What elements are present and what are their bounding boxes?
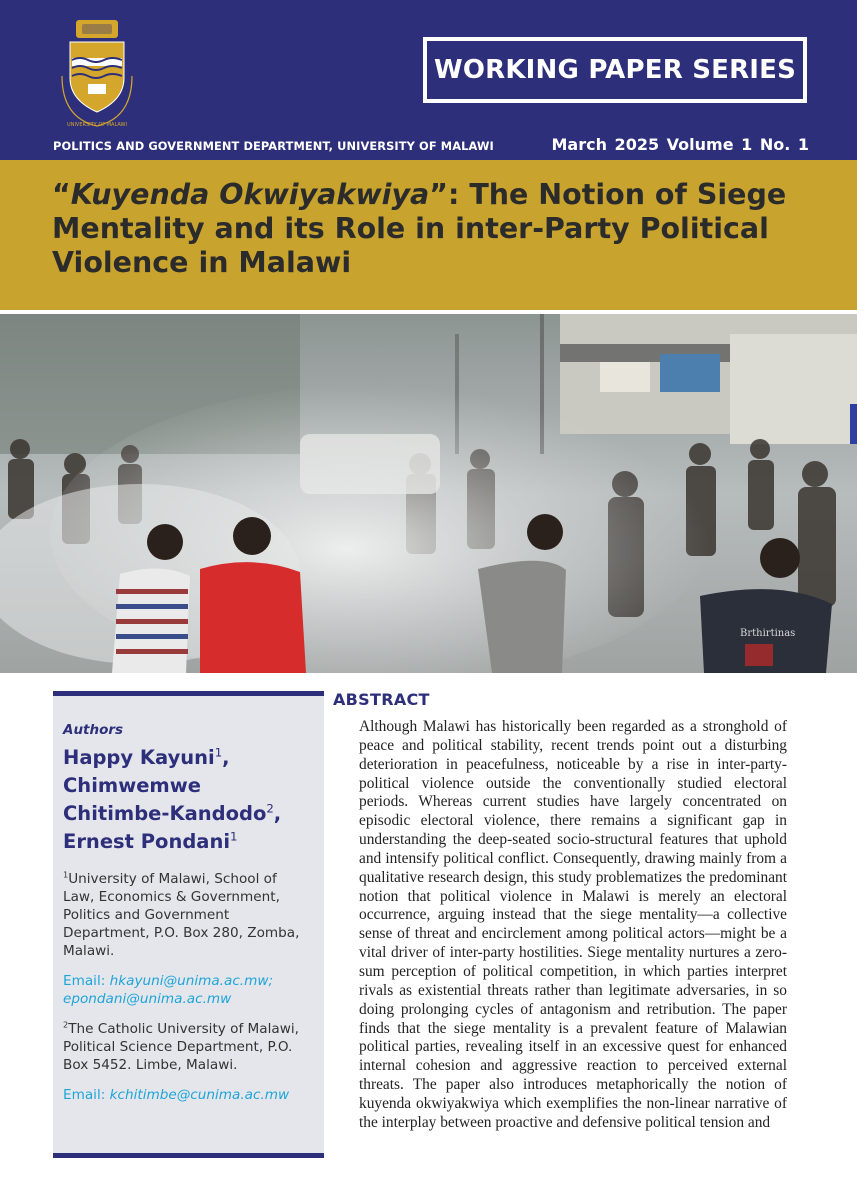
- header-band: [0, 0, 857, 160]
- author-3: Ernest Pondani$^1$: [63, 829, 238, 853]
- university-crest-logo: [56, 18, 138, 130]
- authors-label: Authors: [63, 722, 124, 738]
- author-names: [63, 744, 312, 856]
- email-2-address[interactable]: kchitimbe@cunima.ac.mw: [109, 1087, 290, 1103]
- protest-scene-image: [0, 314, 857, 673]
- abstract-text: Although Malawi has historically been regarded as a stronghold of peace and political stability, recent trends point out a disturbing deterioration in peacefulness, noticeable by a rise in inter-party-political violence outside the conventionally studied electoral periods. Whereas current studies have largely concentrated on episodic electoral violence, there remains a significant gap in understanding the deep-seated socio-structural features that uphold and intensify political conflict. Consequently, drawing mainly from a qualitative research design, this study problematizes the predominant notion that political violence in Malawi is merely an electoral occurrence, arguing instead that the siege mentality—a collective sense of threat and encirclement among political actors—might be a vital driver of inter-party hostilities. Siege mentality nurtures a zero-sum perception of political competition, in which parties interpret rivals as existential threats rather than legitimate adversaries, in so doing prolonging cycles of antagonism and retribution. The paper finds that the siege mentality is a prevalent feature of Malawian political parties, revealing itself in an excessive quest for enhanced internal cohesion and aggressive reaction to perceived external threats. The paper also introduces metaphorically the notion of kuyenda okwiyakwiya which exemplifies the non-linear narrative of the interplay between proactive and defensive political tension and: [359, 718, 787, 1131]
- abstract-heading: ABSTRACT: [333, 690, 430, 709]
- issue-line: March 2025 Volume 1 No. 1: [551, 135, 809, 154]
- affiliation-2: $^2$The Catholic University of Malawi, Political Science Department, P.O. Box 5452. Limbe, Malawi.: [63, 1019, 299, 1073]
- series-label: WORKING PAPER SERIES: [433, 55, 797, 85]
- email-1[interactable]: Email: hkayuni@unima.ac.mw; epondani@unima.ac.mw: [63, 973, 274, 1007]
- cover-photo: [0, 314, 857, 673]
- series-label-box: [423, 37, 807, 103]
- department-line: POLITICS AND GOVERNMENT DEPARTMENT, UNIVERSITY OF MALAWI: [53, 139, 494, 153]
- title-italic-term: Kuyenda Okwiyakwiya: [70, 178, 430, 211]
- author-2: Chimwemwe Chitimbe-Kandodo$^2$,: [63, 774, 282, 825]
- paper-title: “Kuyenda Okwiyakwiya”: The Notion of Siege Mentality and its Role in inter-Party Political Violence in Malawi: [52, 178, 787, 279]
- email-1-address[interactable]: hkayuni@unima.ac.mw; epondani@unima.ac.mw: [63, 973, 274, 1007]
- shirt-print-text: Brthirtinas: [740, 628, 796, 639]
- authors-sidebar: [53, 691, 324, 1158]
- author-1: Happy Kayuni$^1$,: [63, 745, 230, 769]
- affiliation-1: $^1$University of Malawi, School of Law, Economics & Government, Politics and Government Department, P.O. Box 280, Zomba, Malawi.: [63, 869, 300, 959]
- email-2[interactable]: Email: kchitimbe@cunima.ac.mw: [63, 1087, 290, 1103]
- logo-ring-text: UNIVERSITY OF MALAWI: [67, 122, 127, 128]
